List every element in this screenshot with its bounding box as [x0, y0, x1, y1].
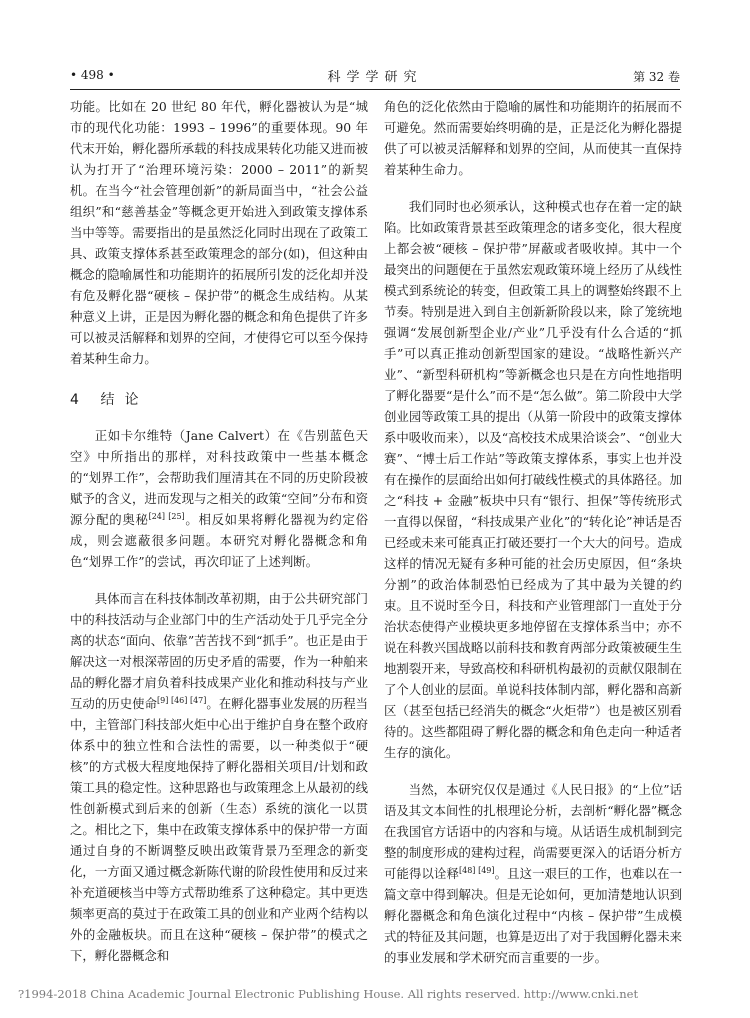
citation-ref: [48] [49] — [459, 865, 495, 875]
paragraph-continued: 角色的泛化依然由于隐喻的属性和功能期许的拓展而不可避免。然而需要始终明确的是，正是泛化为孵化器提供了可以被灵活解释和划界的空间，从而使其一直保持着某种生命力。 — [384, 99, 682, 177]
running-header — [70, 66, 680, 88]
page-number: • 498 • — [70, 68, 115, 82]
header-rule — [70, 89, 680, 90]
paragraph-calvert — [70, 425, 368, 572]
copyright-footer: ?1994-2018 China Academic Journal Electronic Publishing House. All rights reserved. http://www.cnki.net — [18, 987, 639, 1001]
paragraph-text: 。在孵化器事业发展的历程当中，主管部门科技部火炬中心出于维护自身在整个政府体系中的独立性和合法性的需要，以一种类似于“硬核”的方式极大程度地保持了孵化器相关项目/计划和政策工具的稳定性。这种思路也与政策理念上从最初的线性创新模式到后来的创新（生态）系统的演化一以贯之。相比之下，集中在政策支撑体系中的保护带一方面通过自身的不断调整反映出政策背景乃至理念的新变化，一方面又通过概念新陈代谢的阶段性使用和反过来补充道硬核当中等方式帮助维系了这种稳定。其中更迭频率更高的莫过于在政策工具的创业和产业两个结构以外的金融板块。而且在这种“硬核 – 保护带”的模式之下，孵化器概念和 — [70, 696, 369, 963]
paragraph-limitations: 我们同时也必须承认，这种模式也存在着一定的缺陷。比如政策背景甚至政策理念的诸多变化，很大程度上都会被“硬核 – 保护带”屏蔽或者吸收掉。其中一个最突出的问题便在于虽然宏观政策环境上经历了从线性模式到系统论的转变，但政策工具上的调整始终跟不上节奏。特别是进入到自主创新新阶段以来，除了笼统地强调“发展创新型企业/产业”几乎没有什么合适的“抓手”可以真正推动创新型国家的建设。“战略性新兴产业”、“新型科研机构”等新概念也只是在方向性地指明了孵化器要“是什么”而不是“怎么做”。第二阶段中大学创业园等政策工具的提出（从第一阶段中的政策支撑体系中吸收而来），以及“高校技术成果洽谈会”、“创业大赛”、“博士后工作站”等政策支撑体系，事实上也并没有在操作的层面给出如何打破线性模式的具体路径。加之“科技 + 金融”板块中只有“银行、担保”等传统形式一直得以保留，“科技成果产业化”的“转化论”神话是否已经或未来可能真正打破还要打一个大大的问号。造成这样的情况无疑有多种可能的社会历史原因，但“条块分割”的政治体制恐怕已经成为了其中最为关键的约束。且不说时至今日，科技和产业管理部门一直处于分治状态使得产业模块更多地停留在支撑体系当中；亦不说在科教兴国战略以前科技和教育两部分政策被硬生生地割裂开来，导致高校和科研机构最初的贡献仅限制在了个人创业的层面。单说科技体制内部，孵化器和高新区（甚至包括已经消失的概念“火炬带”）也是被区别看待的。这些都阻碍了孵化器的概念和角色走向一种适者生存的演化。 — [384, 199, 682, 760]
citation-ref: [24] [25] — [148, 511, 185, 521]
paragraph-text: 具体而言在科技体制改革初期，由于公共研究部门中的科技活动与企业部门中的生产活动处于几乎完全分离的状态“面向、依靠”苦苦找不到“抓手”。也正是由于解决这一对根深蒂固的历史矛盾的需要，作为一种舶来品的孵化器才肩负着科技成果产业化和推动科技与产业互动的历史使命 — [70, 591, 368, 711]
volume-label: 第 32 卷 — [633, 70, 680, 84]
paragraph-reform — [70, 588, 368, 966]
section-number: 4 — [70, 392, 79, 408]
citation-ref: [9] [46] [47] — [157, 695, 207, 705]
journal-title: 科学学研究 — [327, 70, 423, 85]
paragraph-text: 正如卡尔维特（Jane Calvert）在《告别蓝色天空》中所指出的那样，对科技政策中一些基本概念的“划界工作”，会帮助我们厘清其在不同的历史阶段被赋予的含义，进而发现与之相关的政策“空间”分布和资源分配的奥秘 — [70, 428, 368, 527]
paragraph-text: 。且这一艰巨的工作，也难以在一篇文章中得到解决。但是无论如何，更加清楚地认识到孵化器概念和角色演化过程中“内核 – 保护带”生成模式的特征及其问题，也算是迈出了对于我国孵化器未来的事业发展和学术研究而言重要的一步。 — [384, 866, 682, 965]
paragraph-text: 当然，本研究仅仅是通过《人民日报》的“上位”话语及其文本间性的扎根理论分析，去剖析“孵化器”概念在我国官方话语中的内容和与境。从话语生成机制到完整的制度形成的建构过程，尚需要更深入的话语分析方可能得以诠释 — [384, 782, 682, 881]
paragraph-continued: 功能。比如在 20 世纪 80 年代，孵化器被认为是“城市的现代化功能：1993 – 1996”的重要体现。90 年代末开始，孵化器所承载的科技成果转化功能又进而被认为打开了“治理环境污染：2000 – 2011”的新契机。在当今“社会管理创新”的新局面当中，“社会公益组织”和“慈善基金”等概念更开始进入到政策支撑体系当中等等。需要指出的是虽然泛化同时出现在了政策工具、政策支撑体系甚至政策理念的部分(如)，但这种由概念的隐喻属性和功能期许的拓展所引发的泛化却并没有危及孵化器“硬核 – 保护带”的概念生成结构。从某种意义上讲，正是因为孵化器的概念和角色提供了许多可以被灵活解释和划界的空间，才使得它可以至今保持着某种生命力。 — [70, 99, 368, 366]
paragraph-scope — [384, 779, 682, 968]
left-column — [70, 96, 368, 966]
section-heading — [70, 389, 368, 411]
paragraph-text: 。相反如果将孵化器视为约定俗成，则会遮蔽很多问题。本研究对孵化器概念和角色“划界工作”的尝试，再次印证了上述判断。 — [70, 512, 369, 569]
right-column — [384, 96, 682, 968]
section-title: 结论 — [100, 392, 149, 408]
